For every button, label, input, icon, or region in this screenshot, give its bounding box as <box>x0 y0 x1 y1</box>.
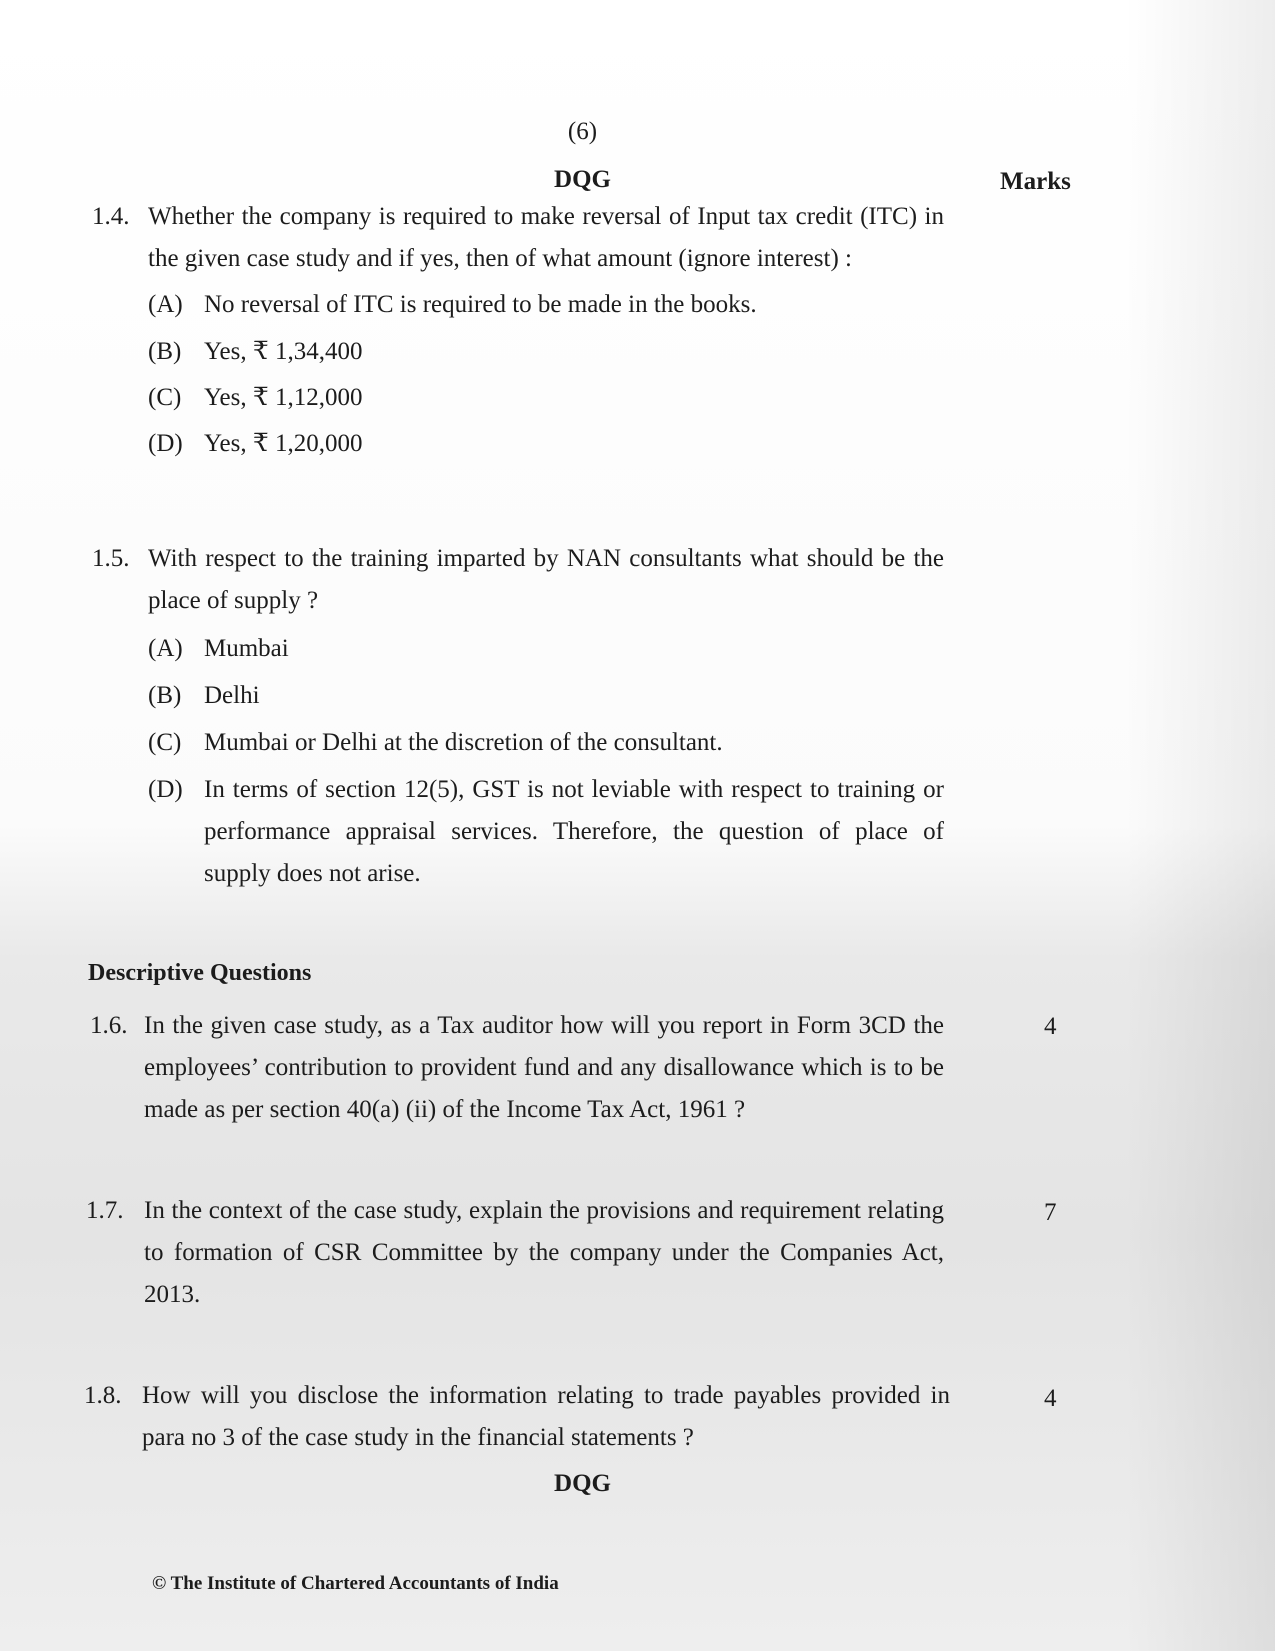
option-a <box>148 284 948 326</box>
option-label: (B) <box>148 682 182 709</box>
question-text: How will you disclose the information relating to trade payables provided in para no 3 of the case study in the financial statements ? <box>142 1382 950 1451</box>
option-a <box>148 628 948 670</box>
question-1-6 <box>90 1005 950 1135</box>
option-label: (A) <box>148 635 183 662</box>
option-label: (D) <box>148 776 183 803</box>
paper-code-header: DQG <box>554 166 611 193</box>
option-text: No reversal of ITC is required to be made in the books. <box>204 291 757 318</box>
option-text: Yes, ₹ 1,34,400 <box>204 338 363 365</box>
option-label: (C) <box>148 384 182 411</box>
question-1-7 <box>86 1190 954 1320</box>
question-marks: 4 <box>1044 1385 1057 1412</box>
option-text: Delhi <box>204 682 260 709</box>
question-marks: 4 <box>1044 1013 1057 1040</box>
question-number: 1.4. <box>92 203 130 230</box>
question-marks: 7 <box>1044 1199 1057 1226</box>
question-text: Whether the company is required to make reversal of Input tax credit (ITC) in the given case study and if yes, then of what amount (ignore interest) : <box>148 203 944 272</box>
option-text: In terms of section 12(5), GST is not leviable with respect to training or performance appraisal services. Therefore, the question of place of supply does not arise. <box>204 776 944 887</box>
question-text: In the context of the case study, explain the provisions and requirement relating to formation of CSR Committee by the company under the Companies Act, 2013. <box>144 1197 944 1308</box>
option-label: (C) <box>148 729 182 756</box>
question-1-5 <box>92 538 952 628</box>
option-d <box>148 423 948 465</box>
scan-shadow <box>1125 0 1275 1651</box>
page-number: (6) <box>567 118 598 145</box>
section-title-descriptive: Descriptive Questions <box>88 960 312 986</box>
option-label: (A) <box>148 291 183 318</box>
copyright-notice: © The Institute of Chartered Accountants of India <box>152 1573 559 1594</box>
option-text: Yes, ₹ 1,20,000 <box>204 430 363 457</box>
option-d <box>148 769 948 899</box>
question-number: 1.7. <box>86 1197 124 1224</box>
option-text: Mumbai <box>204 635 289 662</box>
option-c <box>148 377 948 419</box>
question-number: 1.5. <box>92 545 130 572</box>
question-number: 1.6. <box>90 1012 128 1039</box>
option-label: (B) <box>148 338 182 365</box>
marks-column-header: Marks <box>1000 168 1071 195</box>
option-text: Yes, ₹ 1,12,000 <box>204 384 363 411</box>
option-b <box>148 331 948 373</box>
option-c <box>148 722 948 764</box>
question-text: In the given case study, as a Tax auditor how will you report in Form 3CD the employees’ contribution to provident fund and any disallowance which is to be made as per section 40(a) (ii) of the Income Tax Act, 1961 ? <box>144 1012 944 1123</box>
option-label: (D) <box>148 430 183 457</box>
option-b <box>148 675 948 717</box>
option-text: Mumbai or Delhi at the discretion of the consultant. <box>204 729 723 756</box>
paper-code-footer: DQG <box>554 1470 611 1497</box>
question-number: 1.8. <box>84 1382 122 1409</box>
question-1-8 <box>84 1375 954 1465</box>
question-1-4 <box>92 196 952 286</box>
question-text: With respect to the training imparted by NAN consultants what should be the place of supply ? <box>148 545 944 614</box>
